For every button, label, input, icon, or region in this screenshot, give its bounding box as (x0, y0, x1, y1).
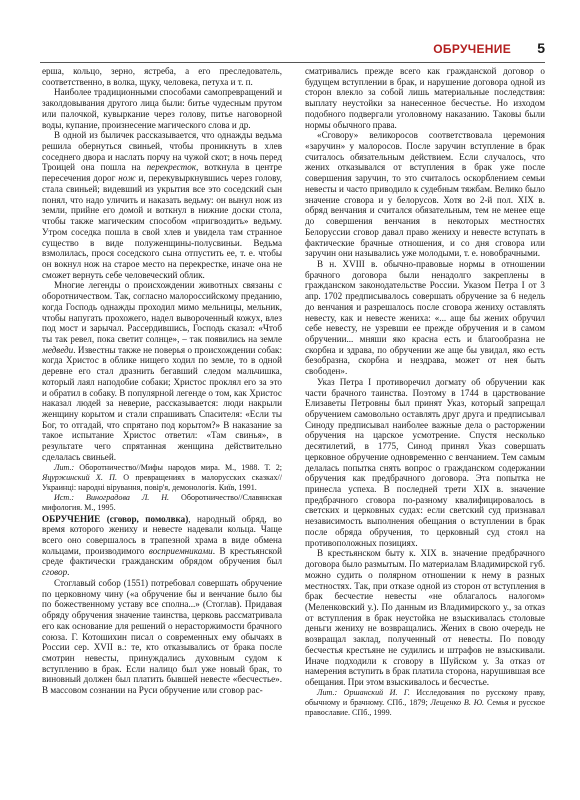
term-italic: восприемниками (148, 545, 213, 556)
page-header (40, 40, 545, 63)
paragraph: В крестьянском быту к. XIX в. значение предбрачного договора было размытым. По материалам Владимирской губ. можно судить о полярном отношении к нему в разных местностях. Так, при отказе одной из сторон от вступления в брак бесчестие невесты «не облагалось налогом» (Меленковский у.). По данным из Владимирского у., за отказ от вступления в брак неустойка не взыскивалась столовые деньги жениху не возвращались. Жених в свою очередь не возвращал заклад, полученный от невесты. По поводу бесчестья крестьяне не судились и штрафов не взыскивали. Иначе подходили к сговору в Шуйском у. За отказ от намерения вступить в брак платила сторона, нарушившая все обещания. При этом взыскивалось и бесчестье. (305, 548, 545, 687)
term-italic: медведи (42, 344, 74, 355)
text-run: Оборотничество//Мифы народов мира. М., 1988. Т. 2; (79, 462, 282, 472)
text-run: . Известны также не поверья о происхождении собак: когда Христос в облике нищего ходил по земле, то в одной деревне его стал дразнить бегавший следом мальчишка, который лаял наподобие собаки; Христос проклял его за это и обратил в собаку. В популярной легенде о том, как Христос наказал людей за неверие, рассказывается: люди накрыли женщину корытом и стали спрашивать Спасителя: «Если ты Бог, то отгадай, что спрятано под корытом?» В наказание за такое испытание Христос ответил: «Там свинья», в результате чего спрятанная женщина действительно сделалась свиньей. (42, 344, 282, 462)
term-italic: нож (118, 173, 136, 184)
cross-reference: сговор (42, 567, 68, 578)
paragraph (42, 130, 282, 280)
paragraph: Стоглавый собор (1551) потребовал совершать обручение по церковному чину («а обручение бы и венчание было бы по божественному уставу все сполна...» (Стоглав). Придавая обряду обручения значение таинства, церковь рассматривала его как основание для решений о нерасторжимости брачного союза. Г. Котошихин писал о современных ему обычаях в России сер. XVII в.: те, кто отказывались от брака после смотрин невесты, принуждались духовным судом к вступлению в брак. Если налицо был уже новый брак, то виновный должен был платить бывшей невесте «бесчестье». В массовом сознании на Руси обручение или сговор рас- (42, 577, 282, 696)
text-run: Многие легенды о происхождении животных связаны с оборотничеством. Так, согласно малороссийскому преданию, когда Господь однажды проходил мимо мельницы, мельник, чтобы напугать прохожего, надел вывороченный кожух, влез под мост и зарычал. Рассердившись, Господь сказал: «Чтоб ты так ревел, пока светит солнце», – так появились на земле (42, 280, 282, 344)
text-run: , народный обряд, во время которого жениху и невесте надевали кольца. Чаще всего оно совершалось в трапезной храма в виде обмена кольцами, производимого (42, 513, 282, 556)
left-column (42, 66, 282, 788)
text-run: Оборотничество//Славянская мифология. М., 1995. (42, 493, 282, 513)
literature-note (305, 688, 545, 719)
author-name: Оршанский И. Г. (343, 687, 410, 697)
lit-label: Лит.: (54, 462, 75, 472)
paragraph: «Сговору» великоросов соответствовала церемония «заручин» у малоросов. После заручин вступление в брак считалось обязательным действием. Если случалось, что жених отказывался от вступления в брак уже после совершения заручин, то это считалось оскорблением семьи невесты и часто приводило к судебным тяжбам. Велико было значение сговора и у белорусов. Хотя во 2-й пол. XIX в. обряд венчания и считался обязательным, тем не менее еще до совершения венчания в некоторых местностях Белоруссии сговор давал право жениху и невесте вступать в фактические брачные отношения, и со дня сговора или заручин они назывались уже молодыми, т. е. новобрачными. (305, 130, 545, 259)
text-run: , воткнула в центре пересечения дорог (42, 162, 282, 184)
text-run: Семья и русское православие. СПб., 1999. (305, 697, 545, 718)
term-italic: перекресток (146, 162, 197, 173)
entry-paragraph (42, 514, 282, 578)
author-name: Виноградова Л. Н. (86, 493, 170, 503)
literature-note (42, 463, 282, 494)
text-run: и, перекувыркнувшись через голову, стала свиньей; видевший из укрытия все это соседский сын понял, что надо уличить и наказать ведьму: он вынул нож из земли, прийне его домой и воткнул в нижние доски стола, чтобы также магическим способом «пригвоздить» ведьму. Утром соседка пошла в свой хлев и увидела там странное существо в виде полуженщины-полусвиньи. Ведьма взмолилась, прося соседского сына отпустить ее, т. е. чтобы он вокнул нож на старое место на перекрестке, иначе она не сможет вернуть себе человеческий облик. (42, 173, 282, 280)
paragraph: Указ Петра I противоречил догмату об обручении как части брачного таинства. Поэтому в 1744 в царствование Елизаветы Петровны был принят Указ, который запрещал обручением самовольно оставлять друг друга и предписывал Синоду предписывал наиболее важные дела о расторжении обручения на царское усмотрение. Спустя несколько десятилетий, в 1775, Синод принял Указ совершать церковное обручение одновременно с венчанием. Тем самым делалась попытка снять вопрос о гражданском содержании обручения как предбрачного договора. Эта попытка не принесла успеха. В последней трети XIX в. значение предбрачного сговора по-разному квалифицировалось в светских и церковных судах: если светский суд признавал независимость выполнения обещания о вступлении в брак после обряда обручения, то церковный суд стоял на противоположных позициях. (305, 376, 545, 548)
source-note (42, 493, 282, 513)
paragraph: ерша, кольцо, зерно, ястреба, а его преследователь, соответственно, в волка, щуку, человека, петуха и т. п. (42, 66, 282, 87)
text-run: Исследования по русскому праву, обычному и брачному. СПб., 1879; (305, 687, 545, 707)
author-name: Лещенко В. Ю. (430, 697, 485, 707)
page-number: 5 (537, 40, 545, 56)
lit-label: Ист.: (54, 493, 75, 503)
author-name: Яцуржинский Х. П. (42, 472, 117, 482)
paragraph (42, 280, 282, 462)
text-run: . (67, 567, 70, 578)
text-run: О превращениях в малорусских сказках//Украинці: народні вірування, повір'я, демонологія. Київ, 1991. (42, 472, 282, 492)
running-title: ОБРУЧЕНИЕ (433, 42, 511, 56)
right-column (305, 66, 545, 788)
text-run: . В крестьянской среде фактически гражданским обрядом обручения был (42, 545, 282, 567)
paragraph: Наиболее традиционными способами самопревращений и заколдовывания другого лица были: битье чудесным прутом или палочкой, кувыркание через голову, питье наговорной воды, купание, произнесение магического слова и др. (42, 87, 282, 130)
text-run: В одной из быличек рассказывается, что однажды ведьма решила обернуться свиньей, чтобы проникнуть в хлев соседнего двора и наслать порчу на чужой скот; в ночь перед Троицей она пошла на (42, 130, 282, 173)
lit-label: Лит.: (317, 687, 338, 697)
entry-headword: ОБРУЧЕНИЕ (сговор, помолвка) (42, 513, 189, 524)
paragraph: сматривались прежде всего как гражданской договор о будущем вступлении в брак, и нарушение договора одной из сторон влекло за собой лишь материальные последствия: выплату неустойки за нанесенное бесчестье. Но изходом подобного подвергали уголовному наказанию. Таковы были нормы обычного права. (305, 66, 545, 130)
paragraph: В н. XVIII в. обычно-правовые нормы в отношении брачного договора были ненадолго закреплены в гражданском законодательстве России. Указом Петра I от 3 апр. 1702 предписывалось совершать обручение за 6 недель до венчания и разрешалось после сговора жениху оставлять невесту, как и невесте жениха: «... аще бы жених обручил себе невесту, не узревши ее прежде обручения и в самом обручении... мняши яко красна есть и благообразна не скорбна и здрава, по обручении же аще бы увидал, яко есть безобразна, скорбна и нездрава, может от нея быть свободен». (305, 258, 545, 377)
